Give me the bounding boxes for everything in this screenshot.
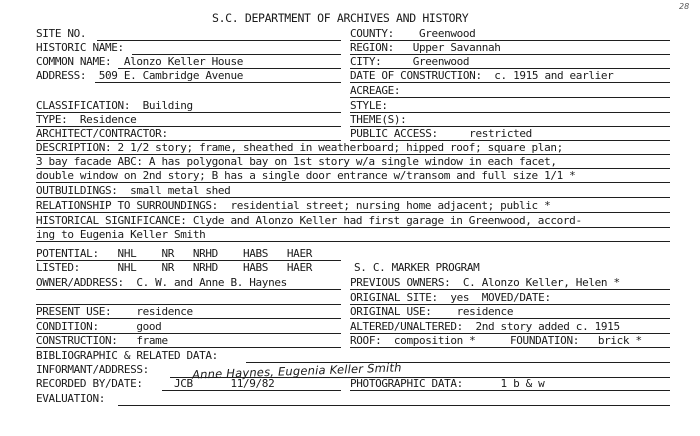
relationship-field: RELATIONSHIP TO SURROUNDINGS: residential street; nursing home adjacent; public * <box>36 199 551 212</box>
recorded-by-line <box>162 390 341 391</box>
architect-label: ARCHITECT/CONTRACTOR: <box>36 127 168 140</box>
description-rule-3 <box>36 182 670 183</box>
roof-field: ROOF: composition * <box>350 334 476 347</box>
photographic-data-line <box>350 390 670 391</box>
region-field: REGION: Upper Savannah <box>350 41 501 54</box>
classification-field: CLASSIFICATION: Building <box>36 99 193 112</box>
evaluation-line <box>118 405 670 406</box>
address-field: ADDRESS: 509 E. Cambridge Avenue <box>36 69 243 82</box>
type-field: TYPE: Residence <box>36 113 137 126</box>
address-line <box>95 82 341 83</box>
city-field: CITY: Greenwood <box>350 55 470 68</box>
roof-foundation-line <box>350 347 670 348</box>
historical-significance-line-1: HISTORICAL SIGNIFICANCE: Clyde and Alonzo Keller had first garage in Greenwood, accord- <box>36 214 582 227</box>
recorded-by-field: RECORDED BY/DATE: JCB 11/9/82 <box>36 377 275 390</box>
photographic-data-field: PHOTOGRAPHIC DATA: 1 b & w <box>350 377 545 390</box>
outbuildings-line <box>36 197 670 198</box>
owner-address-field: OWNER/ADDRESS: C. W. and Anne B. Haynes <box>36 276 287 289</box>
original-use-line <box>350 318 670 319</box>
description-line-1: DESCRIPTION: 2 1/2 story; frame, sheathed in weatherboard; hipped roof; square plan; <box>36 141 563 154</box>
evaluation-label: EVALUATION: <box>36 392 105 405</box>
potential-field: POTENTIAL: NHL NR NRHD HABS HAER <box>36 247 312 260</box>
theme-label: THEME(S): <box>350 113 407 126</box>
present-use-field: PRESENT USE: residence <box>36 305 193 318</box>
present-use-line <box>36 318 341 319</box>
county-field: COUNTY: Greenwood <box>350 27 476 40</box>
owner-address-line <box>36 289 341 290</box>
listed-field: LISTED: NHL NR NRHD HABS HAER <box>36 261 312 274</box>
date-of-construction-line <box>350 82 670 83</box>
condition-field: CONDITION: good <box>36 320 162 333</box>
description-line-3: double window on 2nd story; B has a single door entrance w/transom and full size 1/1 * <box>36 169 576 182</box>
historical-significance-line-2: ing to Eugenia Keller Smith <box>36 228 206 241</box>
historical-significance-rule-2 <box>36 241 670 242</box>
original-use-field: ORIGINAL USE: residence <box>350 305 514 318</box>
construction-field: CONSTRUCTION: frame <box>36 334 168 347</box>
altered-field: ALTERED/UNALTERED: 2nd story added c. 1915 <box>350 320 620 333</box>
informant-label: INFORMANT/ADDRESS: <box>36 363 149 376</box>
relationship-line <box>36 212 670 213</box>
date-of-construction-field: DATE OF CONSTRUCTION: c. 1915 and earlier <box>350 69 614 82</box>
public-access-field: PUBLIC ACCESS: restricted <box>350 127 532 140</box>
page-mark: 28 <box>679 2 690 11</box>
acreage-line <box>350 97 670 98</box>
previous-owners-line <box>350 289 670 290</box>
common-name-field: COMMON NAME: Alonzo Keller House <box>36 55 243 68</box>
description-line-2: 3 bay facade ABC: A has polygonal bay on 1st story w/a single window in each facet, <box>36 155 557 168</box>
style-label: STYLE: <box>350 99 388 112</box>
informant-handwritten-value: Anne Haynes, Eugenia Keller Smith <box>191 360 402 382</box>
marker-program-label: S. C. MARKER PROGRAM <box>354 261 480 274</box>
construction-line <box>36 347 341 348</box>
foundation-field: FOUNDATION: brick * <box>510 334 642 347</box>
site-no-label: SITE NO. <box>36 27 87 40</box>
acreage-label: ACREAGE: <box>350 84 401 97</box>
historic-name-label: HISTORIC NAME: <box>36 41 124 54</box>
bibliographic-label: BIBLIOGRAPHIC & RELATED DATA: <box>36 349 218 362</box>
site-no-line <box>97 40 341 41</box>
form-title: S.C. DEPARTMENT OF ARCHIVES AND HISTORY <box>212 11 469 25</box>
previous-owners-field: PREVIOUS OWNERS: C. Alonzo Keller, Helen * <box>350 276 620 289</box>
outbuildings-field: OUTBUILDINGS: small metal shed <box>36 184 231 197</box>
original-site-field: ORIGINAL SITE: yes MOVED/DATE: <box>350 291 551 304</box>
